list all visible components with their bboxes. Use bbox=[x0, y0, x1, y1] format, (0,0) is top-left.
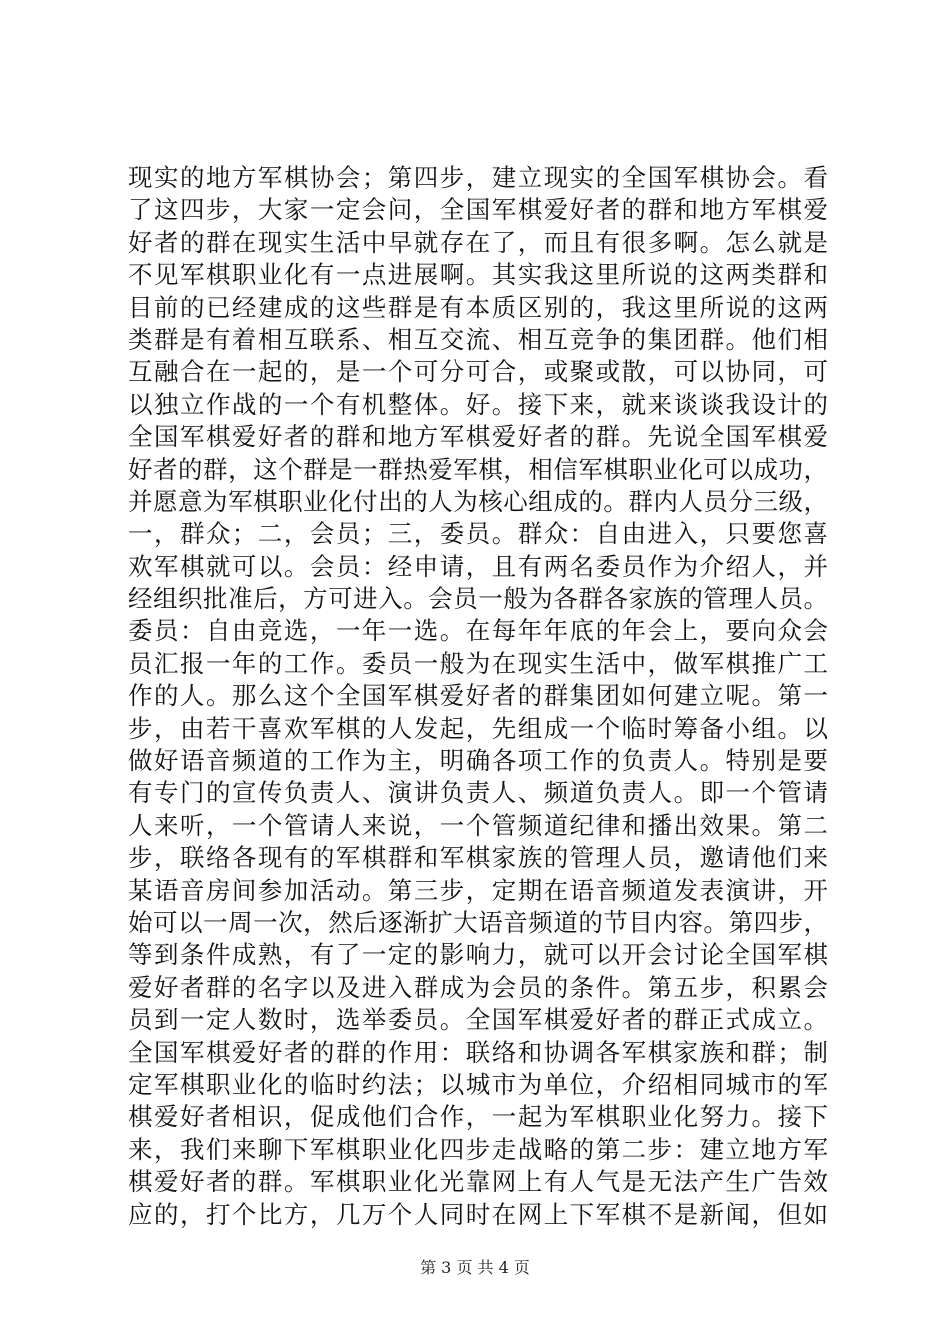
body-text-line: 定军棋职业化的临时约法；以城市为单位，介绍相同城市的军 bbox=[128, 1069, 828, 1099]
body-text-line: 始可以一周一次，然后逐渐扩大语音频道的节目内容。第四步， bbox=[128, 907, 828, 937]
body-text-line: 员汇报一年的工作。委员一般为在现实生活中，做军棋推广工 bbox=[128, 648, 828, 678]
body-text-line: 做好语音频道的工作为主，明确各项工作的负责人。特别是要 bbox=[128, 746, 828, 776]
body-text-line: 来，我们来聊下军棋职业化四步走战略的第二步：建立地方军 bbox=[128, 1134, 828, 1164]
body-text bbox=[128, 162, 828, 1231]
body-text-line: 步，联络各现有的军棋群和军棋家族的管理人员，邀请他们来 bbox=[128, 843, 828, 873]
body-text-line: 现实的地方军棋协会；第四步，建立现实的全国军棋协会。看 bbox=[128, 163, 828, 192]
body-text-line: 作的人。那么这个全国军棋爱好者的群集团如何建立呢。第一 bbox=[128, 681, 828, 711]
body-text-line: 目前的已经建成的这些群是有本质区别的，我这里所说的这两 bbox=[128, 292, 828, 322]
body-text-line: 棋爱好者相识，促成他们合作，一起为军棋职业化努力。接下 bbox=[128, 1102, 828, 1132]
body-text-line: 步，由若干喜欢军棋的人发起，先组成一个临时筹备小组。以 bbox=[128, 713, 828, 743]
body-text-line: 以独立作战的一个有机整体。好。接下来，就来谈谈我设计的 bbox=[128, 389, 828, 419]
body-text-line: 员到一定人数时，选举委员。全国军棋爱好者的群正式成立。 bbox=[128, 1005, 828, 1035]
body-text-line: 有专门的宣传负责人、演讲负责人、频道负责人。即一个管请 bbox=[128, 778, 828, 808]
body-text-line: 人来听，一个管请人来说，一个管频道纪律和播出效果。第二 bbox=[128, 810, 828, 840]
body-text-line: 不见军棋职业化有一点进展啊。其实我这里所说的这两类群和 bbox=[128, 260, 828, 290]
body-text-line: 应的，打个比方，几万个人同时在网上下军棋不是新闻，但如 bbox=[128, 1199, 828, 1229]
body-text-line: 类群是有着相互联系、相互交流、相互竞争的集团群。他们相 bbox=[128, 324, 828, 354]
body-text-line: 爱好者群的名字以及进入群成为会员的条件。第五步，积累会 bbox=[128, 972, 828, 1002]
page-footer: 第 3 页 共 4 页 bbox=[420, 1258, 530, 1277]
body-text-line: 好者的群在现实生活中早就存在了，而且有很多啊。怎么就是 bbox=[128, 227, 828, 257]
body-text-line: 欢军棋就可以。会员：经申请，且有两名委员作为介绍人，并 bbox=[128, 551, 828, 581]
body-text-line: 一，群众；二，会员；三，委员。群众：自由进入，只要您喜 bbox=[128, 519, 828, 549]
body-text-line: 等到条件成熟，有了一定的影响力，就可以开会讨论全国军棋 bbox=[128, 940, 828, 970]
body-text-line: 经组织批准后，方可进入。会员一般为各群各家族的管理人员。 bbox=[128, 584, 828, 614]
body-text-line: 全国军棋爱好者的群和地方军棋爱好者的群。先说全国军棋爱 bbox=[128, 422, 828, 452]
body-text-line: 全国军棋爱好者的群的作用：联络和协调各军棋家族和群；制 bbox=[128, 1037, 828, 1067]
body-text-line: 好者的群，这个群是一群热爱军棋，相信军棋职业化可以成功， bbox=[128, 454, 828, 484]
body-text-line: 互融合在一起的，是一个可分可合，或聚或散，可以协同，可 bbox=[128, 357, 828, 387]
body-text-line: 了这四步，大家一定会问，全国军棋爱好者的群和地方军棋爱 bbox=[128, 195, 828, 225]
body-text-line: 并愿意为军棋职业化付出的人为核心组成的。群内人员分三级， bbox=[128, 486, 828, 516]
body-text-line: 棋爱好者的群。军棋职业化光靠网上有人气是无法产生广告效 bbox=[128, 1167, 828, 1197]
body-text-line: 某语音房间参加活动。第三步，定期在语音频道发表演讲，开 bbox=[128, 875, 828, 905]
body-text-line: 委员：自由竞选，一年一选。在每年年底的年会上，要向众会 bbox=[128, 616, 828, 646]
